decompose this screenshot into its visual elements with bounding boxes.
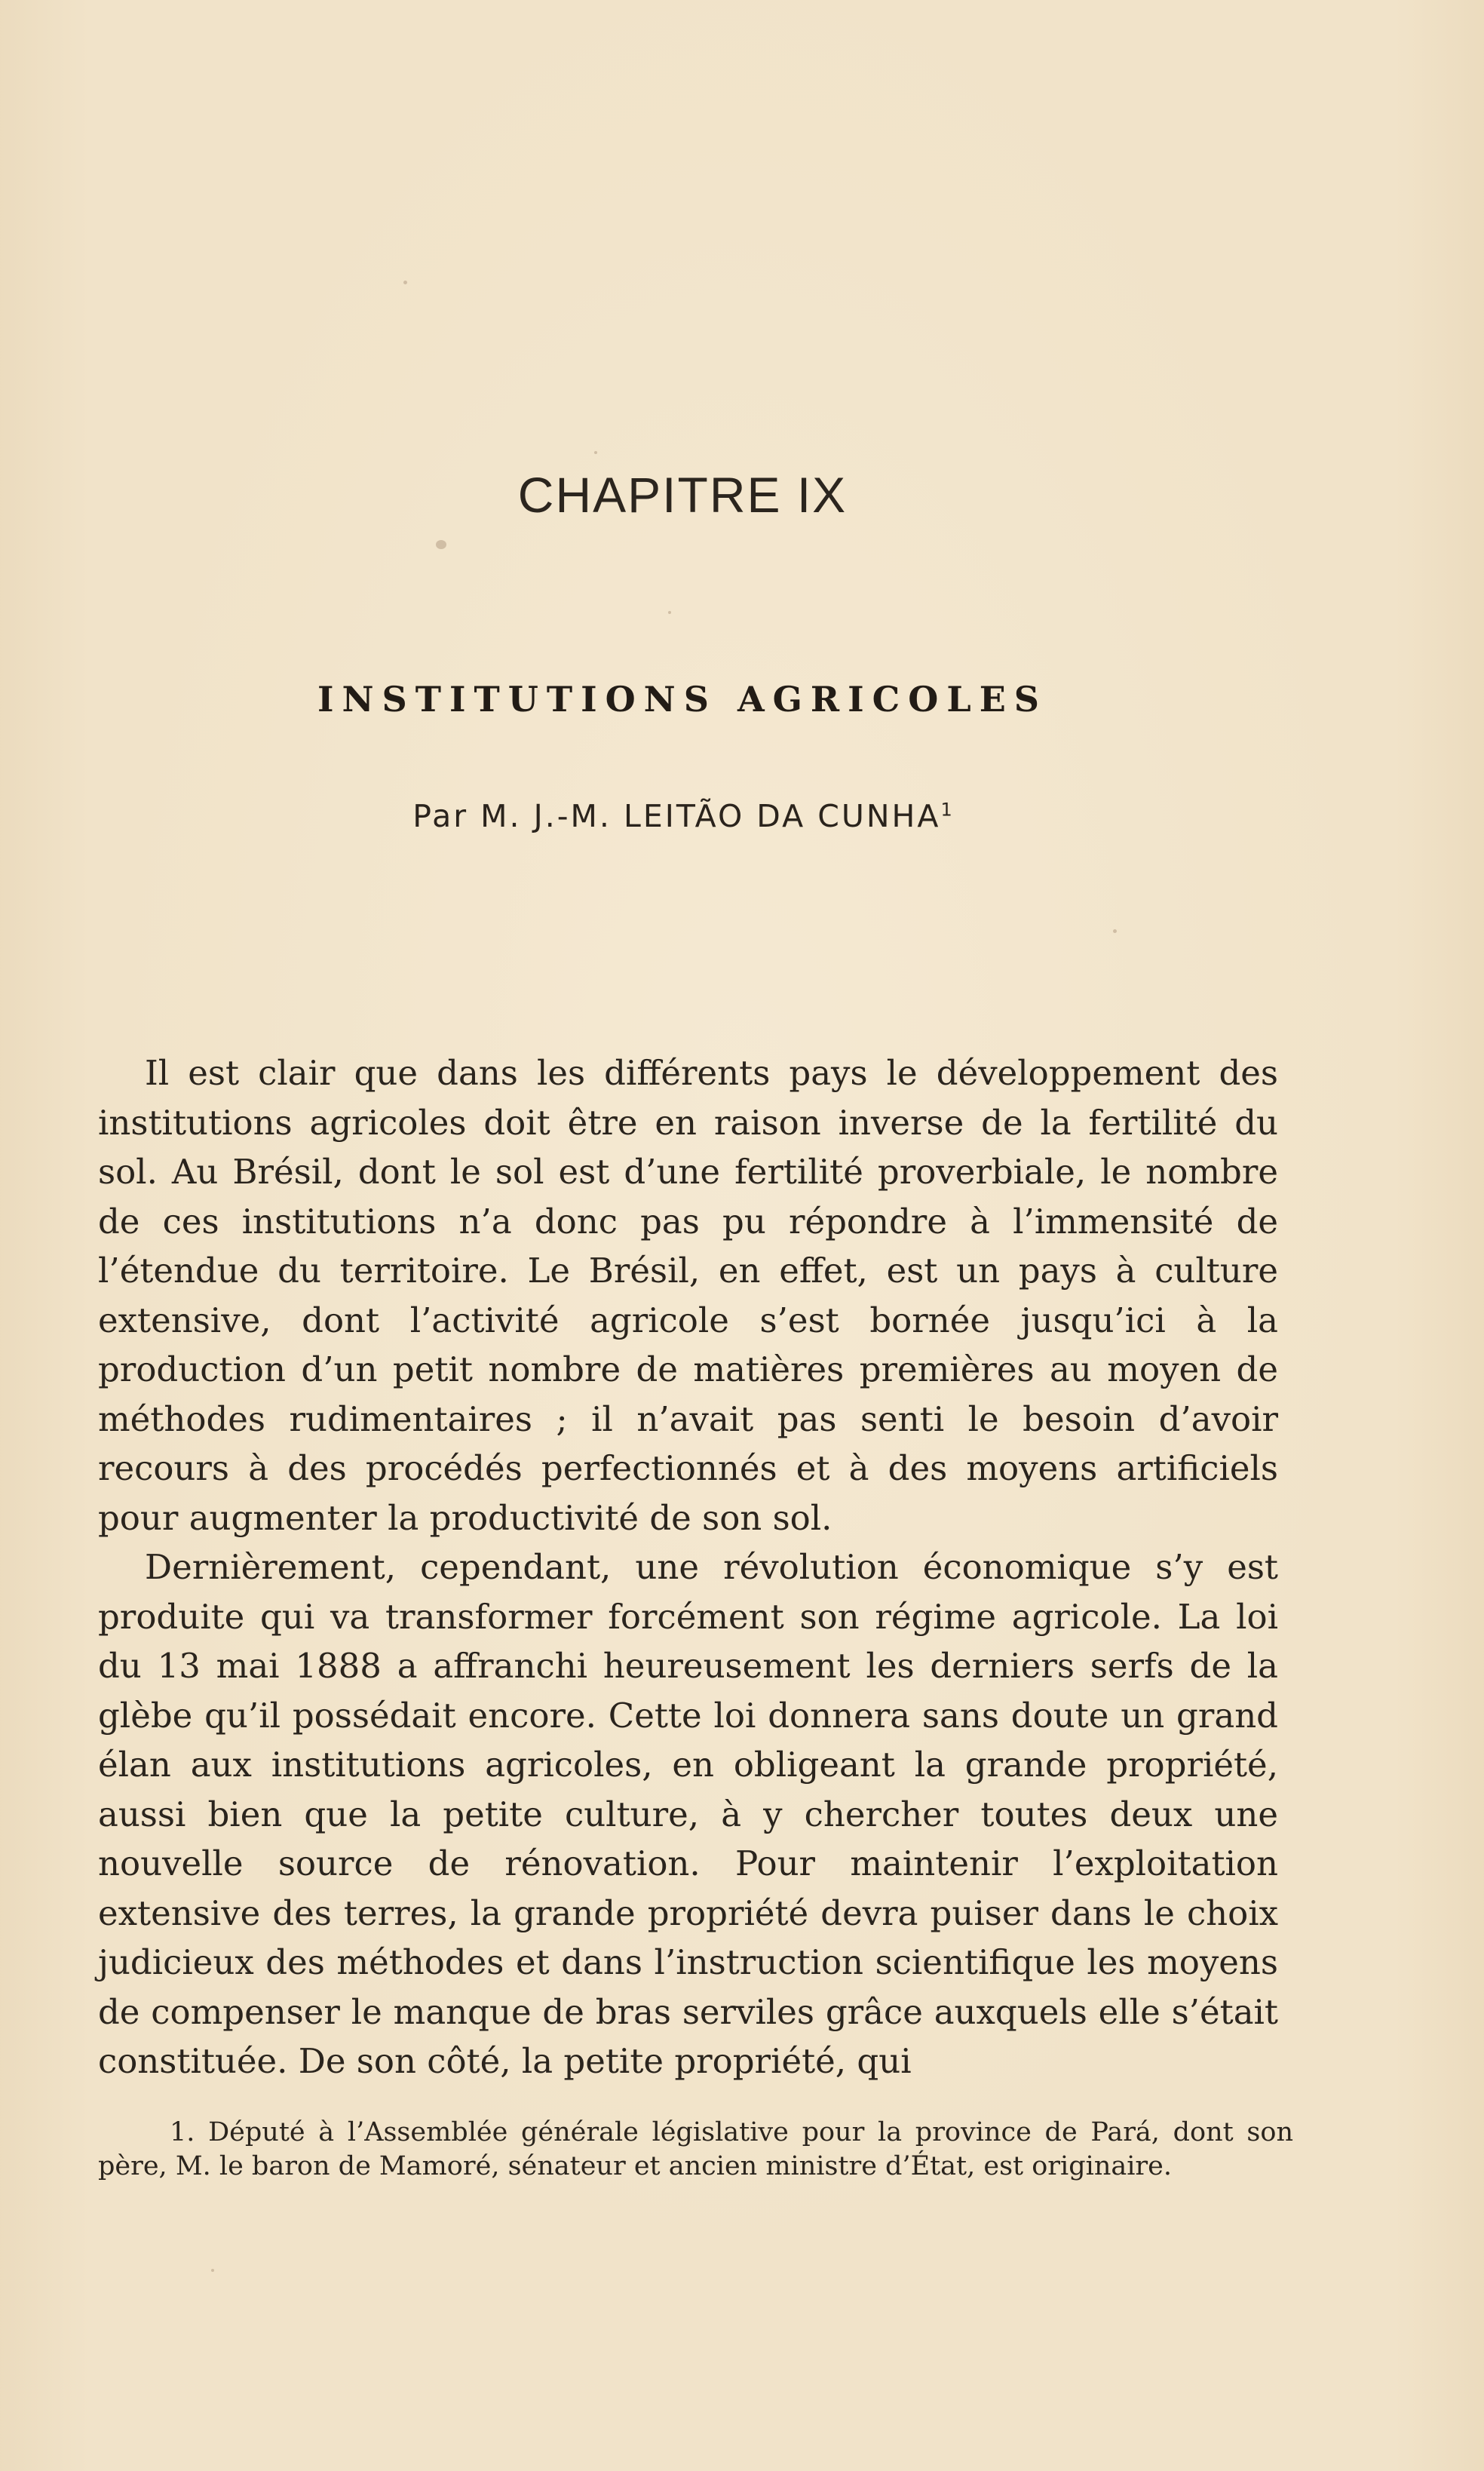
author-name: Par M. J.-M. LEITÃO DA CUNHA [412,798,941,834]
footnote-text: 1. Député à l’Assemblée générale législative pour la province de Pará, dont son père, M. le baron de Mamoré, sénateur et ancien ministre d’État, est originaire. [98,2117,1293,2181]
paper-speck [594,451,597,454]
footnote-reference: 1 [940,799,952,821]
author-line [0,798,1365,834]
chapter-heading: CHAPITRE IX [517,467,848,523]
paper-speck [403,281,407,284]
paragraph: Dernièrement, cependant, une révolution économique s’y est produite qui va transformer forcément son régime agricole. La loi du 13 mai 1888 a affranchi heureusement les derniers serfs de la glèbe qu’il possédait encore. Cette loi donnera sans doute un grand élan aux institutions agricoles, en obligeant la grande propriété, aussi bien que la petite culture, à y chercher toutes deux une nouvelle source de rénovation. Pour maintenir l’exploitation extensive des terres, la grande propriété devra puiser dans le choix judicieux des méthodes et dans l’instruction scientifique les moyens de compenser le manque de bras serviles grâce auxquels elle s’était constituée. De son côté, la petite propriété, qui [98,1547,1278,2081]
paper-speck [211,2269,214,2272]
paper-speck [668,611,671,614]
paper-speck [436,540,446,549]
body-text [98,1048,1278,2086]
section-title: INSTITUTIONS AGRICOLES [317,679,1047,720]
footnote [98,2116,1293,2184]
paper-speck [1113,929,1117,933]
paragraph: Il est clair que dans les différents pays le développement des institutions agricoles doit être en raison inverse de la fertilité du sol. Au Brésil, dont le sol est d’une fertilité proverbiale, le nombre de ces institutions n’a donc pas pu répondre à l’immensité de l’étendue du territoire. Le Brésil, en effet, est un pays à culture extensive, dont l’activité agricole s’est bornée jusqu’ici à la production d’un petit nombre de matières premières au moyen de méthodes rudimentaires ; il n’avait pas senti le besoin d’avoir recours à des procédés perfectionnés et à des moyens artificiels pour augmenter la productivité de son sol. [98,1053,1278,1538]
